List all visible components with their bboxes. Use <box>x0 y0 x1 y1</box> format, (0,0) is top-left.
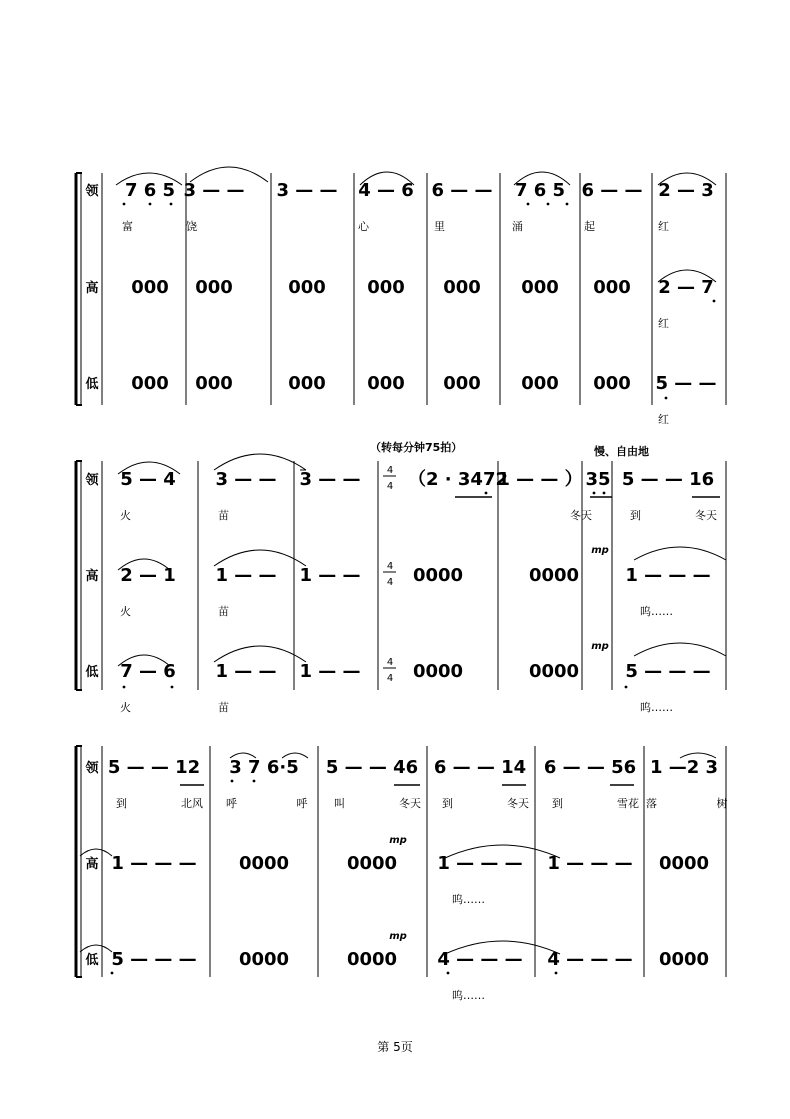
dynamic-mark: mp <box>591 545 609 556</box>
measure-notes: 1 — — — <box>111 853 197 874</box>
expression-mark: 慢、自由地 <box>594 445 649 458</box>
measure-notes: 5 — — — <box>625 661 711 682</box>
slur <box>634 547 726 560</box>
measure-notes: 0000 <box>412 661 464 682</box>
octave-dot <box>170 203 173 206</box>
measure-notes: 5 — — 16 <box>621 469 715 490</box>
measure-notes: 000 <box>195 277 233 298</box>
measure-notes: 1 — — <box>299 565 361 586</box>
measure-notes: 3 — — <box>276 180 338 201</box>
slur <box>80 945 112 952</box>
measure-notes: 000 <box>288 373 326 394</box>
lyric: 呜…… <box>640 701 673 714</box>
measure-notes: 000 <box>131 277 169 298</box>
measure-notes: 3 — — <box>183 180 245 201</box>
octave-dot <box>713 300 716 303</box>
octave-dot <box>547 203 550 206</box>
measure-notes: 6 — — <box>581 180 643 201</box>
measure-notes: 000 <box>367 373 405 394</box>
lyric: 苗 <box>218 701 229 714</box>
lyric: 呼 <box>296 797 308 810</box>
measure-notes: 1 — — <box>215 565 277 586</box>
part-label-high: 高 <box>85 857 99 872</box>
slur <box>214 454 306 470</box>
part-label-high: 高 <box>85 569 99 584</box>
lyric: 树 <box>716 797 728 810</box>
lyric: 起 <box>584 220 595 233</box>
measure-notes: 7 6 5 <box>124 180 176 201</box>
lyric: 火 <box>120 509 131 522</box>
octave-dot <box>447 972 450 975</box>
measure-notes: 000 <box>593 373 631 394</box>
octave-dot <box>171 686 174 689</box>
part-label-lead: 领 <box>85 184 99 199</box>
measure-notes: 35 <box>585 469 611 490</box>
measure-notes: 5 — 4 <box>120 469 176 490</box>
time-signature-bottom: 4 <box>386 481 394 492</box>
lyric: 心 <box>358 220 369 233</box>
slur <box>214 550 306 566</box>
measure-notes: 2 — 1 <box>120 565 176 586</box>
page-number: 第 5页 <box>377 1040 413 1054</box>
measure-notes: 5 — — 12 <box>107 757 201 778</box>
lyric: 红 <box>658 413 669 426</box>
measure-notes: 000 <box>367 277 405 298</box>
measure-notes: 000 <box>195 373 233 394</box>
measure-notes: 0000 <box>238 949 290 970</box>
octave-dot <box>555 972 558 975</box>
measure-notes: 7 — 6 <box>120 661 176 682</box>
lyric: 呜…… <box>640 605 673 618</box>
octave-dot <box>566 203 569 206</box>
lyric: 苗 <box>218 509 229 522</box>
lyric: 到 <box>630 509 641 522</box>
measure-notes: 6 — — 14 <box>433 757 527 778</box>
octave-dot <box>149 203 152 206</box>
measure-notes: 1 — — <box>215 661 277 682</box>
measure-notes: 1 — — — <box>547 853 633 874</box>
measure-notes: 000 <box>443 373 481 394</box>
measure-notes: 4 — 6 <box>358 180 414 201</box>
part-label-low: 低 <box>85 953 99 968</box>
lyric: 北风 <box>181 797 203 810</box>
dynamic-mark: mp <box>389 931 407 942</box>
octave-dot <box>253 780 256 783</box>
octave-dot <box>485 492 488 495</box>
lyric: 红 <box>658 220 669 233</box>
lyric: 到 <box>116 797 127 810</box>
measure-notes: 4 — — — <box>547 949 633 970</box>
measure-notes: 000 <box>288 277 326 298</box>
measure-notes: 3 — — <box>215 469 277 490</box>
tempo-change: （转每分钟75拍） <box>370 441 463 454</box>
measure-notes: 000 <box>131 373 169 394</box>
lyric: 饶 <box>186 220 197 233</box>
time-signature-bottom: 4 <box>386 673 394 684</box>
octave-dot <box>625 686 628 689</box>
octave-dot <box>593 492 596 495</box>
octave-dot <box>231 780 234 783</box>
measure-notes: 7 6 5 <box>514 180 566 201</box>
measure-notes: 1 — — — <box>625 565 711 586</box>
lyric: 火 <box>120 605 131 618</box>
slur <box>80 849 112 856</box>
octave-dot <box>665 397 668 400</box>
measure-notes: 000 <box>443 277 481 298</box>
measure-notes: 5 — — 46 <box>325 757 419 778</box>
lyric: 冬天 <box>507 797 529 810</box>
time-signature-top: 4 <box>386 561 394 572</box>
measure-notes: 3 7 6·5 <box>229 757 299 778</box>
measure-notes: 0000 <box>528 661 580 682</box>
measure-notes: 5 — — <box>655 373 717 394</box>
measure-notes: 2 — 7 <box>658 277 714 298</box>
lyric: 富 <box>122 220 133 233</box>
octave-dot <box>527 203 530 206</box>
lyric: 火 <box>120 701 131 714</box>
lyric: 呜…… <box>452 989 485 1002</box>
measure-notes: 1 —2 3 <box>649 757 719 778</box>
measure-notes: 000 <box>521 373 559 394</box>
time-signature-top: 4 <box>386 465 394 476</box>
measure-notes: 1 — — ） <box>497 469 583 490</box>
lyric: 叫 <box>334 797 345 810</box>
measure-notes: 6 — — <box>431 180 493 201</box>
lyric: 呜…… <box>452 893 485 906</box>
measure-notes: 000 <box>593 277 631 298</box>
measure-notes: 0000 <box>658 949 710 970</box>
part-label-low: 低 <box>85 665 99 680</box>
measure-notes: 4 — — — <box>437 949 523 970</box>
slur <box>214 646 306 662</box>
measure-notes: 3 — — <box>299 469 361 490</box>
lyric: 涌 <box>512 220 523 233</box>
time-signature-bottom: 4 <box>386 577 394 588</box>
lyric: 到 <box>442 797 453 810</box>
measure-notes: 5 — — — <box>111 949 197 970</box>
lyric: 里 <box>434 220 445 233</box>
octave-dot <box>603 492 606 495</box>
lyric: 苗 <box>218 605 229 618</box>
part-label-lead: 领 <box>85 761 99 776</box>
measure-notes: 0000 <box>412 565 464 586</box>
octave-dot <box>111 972 114 975</box>
lyric: 呼 <box>226 797 237 810</box>
part-label-high: 高 <box>85 281 99 296</box>
octave-dot <box>123 203 126 206</box>
part-label-lead: 领 <box>85 473 99 488</box>
lyric: 雪花 <box>617 797 639 810</box>
lyric: 冬天 <box>570 509 592 522</box>
measure-notes: 0000 <box>528 565 580 586</box>
measure-notes: 0000 <box>658 853 710 874</box>
dynamic-mark: mp <box>591 641 609 652</box>
octave-dot <box>123 686 126 689</box>
measure-notes: 000 <box>521 277 559 298</box>
measure-notes: 6 — — 56 <box>543 757 637 778</box>
measure-notes: 1 — — <box>299 661 361 682</box>
measure-notes: 1 — — — <box>437 853 523 874</box>
measure-notes: 0000 <box>238 853 290 874</box>
measure-notes: （2 · 3472 <box>408 469 508 490</box>
time-signature-top: 4 <box>386 657 394 668</box>
lyric: 冬天 <box>399 797 421 810</box>
dynamic-mark: mp <box>389 835 407 846</box>
lyric: 冬天 <box>695 509 717 522</box>
lyric: 到 <box>552 797 563 810</box>
part-label-low: 低 <box>85 377 99 392</box>
lyric: 红 <box>658 317 669 330</box>
lyric: 落 <box>646 797 657 810</box>
measure-notes: 0000 <box>346 949 398 970</box>
measure-notes: 0000 <box>346 853 398 874</box>
measure-notes: 2 — 3 <box>658 180 714 201</box>
slur <box>634 643 726 656</box>
